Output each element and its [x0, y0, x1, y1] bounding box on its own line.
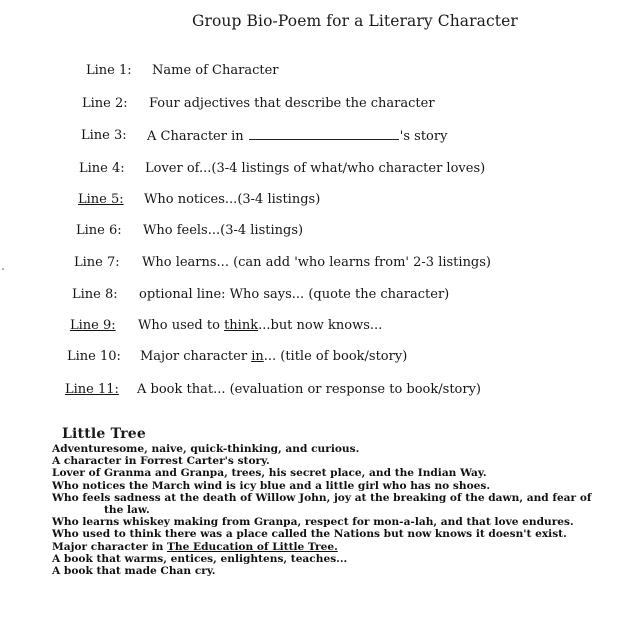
- line-label: Line 10:: [67, 349, 121, 364]
- line-text: Who feels...(3-4 listings): [143, 223, 304, 238]
- line-text: Lover of...(3-4 listings of what/who character loves): [145, 161, 486, 176]
- line-text: Four adjectives that describe the character: [149, 96, 435, 111]
- line-label: Line 9:: [70, 318, 116, 333]
- example-line-major-character: [52, 541, 612, 553]
- example-line: Lover of Granma and Granpa, trees, his secret place, and the Indian Way.: [52, 467, 487, 480]
- line-label: Line 8:: [72, 287, 118, 302]
- line-text-before: Major character: [140, 349, 252, 364]
- example-line: Who feels sadness at the death of Willow John, joy at the breaking of the dawn, and fear of: [52, 491, 592, 504]
- line-text: A book that... (evaluation or response to book/story): [137, 382, 481, 397]
- example-line: A book that made Chan cry.: [52, 565, 216, 578]
- example-poem: [52, 426, 612, 577]
- book-title: The Education of Little Tree.: [167, 540, 338, 553]
- example-line-continuation: the law.: [104, 504, 150, 517]
- example-title: Little Tree: [62, 426, 146, 442]
- line-text: Who learns... (can add 'who learns from' 2-3 listings): [142, 255, 492, 270]
- example-line: Adventuresome, naive, quick-thinking, and curious.: [52, 443, 360, 455]
- line-text-underlined: in: [251, 349, 264, 364]
- major-line-text: Major character in: [52, 540, 167, 553]
- line-label: Line 2:: [82, 96, 128, 111]
- document-title: Group Bio-Poem for a Literary Character: [192, 12, 518, 30]
- line-text: Who notices...(3-4 listings): [144, 192, 321, 207]
- fill-in-blank: [249, 128, 399, 140]
- line-label: Line 11:: [65, 382, 119, 397]
- example-line: A character in Forrest Carter's story.: [52, 455, 270, 468]
- line-text-before: A Character in: [147, 129, 244, 144]
- example-line: Who learns whiskey making from Granpa, respect for mon-a-lah, and that love endures.: [52, 516, 574, 529]
- line-text: optional line: Who says... (quote the character): [139, 287, 450, 302]
- line-label: Line 3:: [81, 128, 127, 143]
- line-text-underlined: think: [224, 318, 259, 333]
- line-label: Line 1:: [86, 63, 132, 78]
- line-text: Name of Character: [152, 63, 279, 78]
- line-text-before: Who used to: [138, 318, 225, 333]
- scan-artifact: [2, 268, 4, 270]
- line-text-after: ... (title of book/story): [263, 349, 408, 364]
- example-line: A book that warms, entices, enlightens, teaches...: [52, 552, 348, 565]
- line-text-after: ...but now knows...: [258, 318, 383, 333]
- example-line: Who used to think there was a place called the Nations but now knows it doesn't exist.: [52, 528, 567, 541]
- line-label: Line 7:: [74, 255, 120, 270]
- line-text-after: 's story: [399, 129, 448, 144]
- line-label: Line 4:: [79, 161, 125, 176]
- line-label: Line 5:: [78, 192, 124, 207]
- example-line: Who notices the March wind is icy blue and a little girl who has no shoes.: [52, 479, 491, 492]
- line-label: Line 6:: [76, 223, 122, 238]
